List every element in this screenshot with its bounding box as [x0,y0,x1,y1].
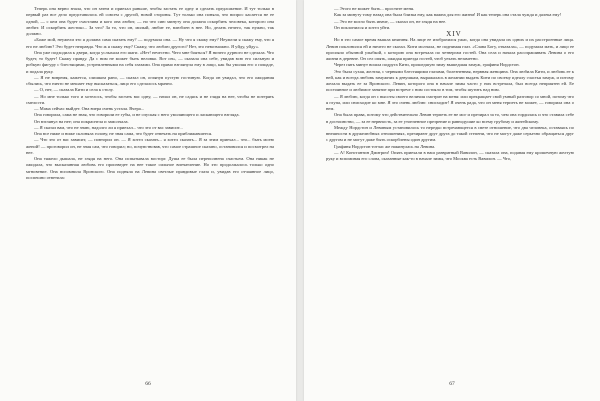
paragraph: — А! Константин Дмитрич! Опять приехали в наш развратный Вавилон, — сказала она, подавая ему крошечную желтую руку и вспоминая его слова, сказанные как-то в начале зимы, что Москва есть Вавилон. — Что, [326,149,574,161]
paragraph: Он поклонился и хотел уйти. [334,24,391,30]
paragraph: «Боже мой, неужели это я должна сама сказать ему? — подумала она. — Ну что я скажу ему? Неужели я скажу ему, что я его не люблю? Это будет неправда. Что ж я скажу ему? Скажу, что люблю другого? Нет, это невозможно. Я уйду, уйду». [26,37,274,49]
left-page-text [26,6,274,181]
paragraph: Она уже подходила к двери, когда услыхала его шаги. «Нет! нечестно. Чего мне бояться? Я ничего дурного не сделала. Что будет, то будет! Скажу правду. Да с ним не может быть неловко. Вот он», — сказала она себе, увидав всю его сильную и робкую фигуру с блестящими, устремленными на себя глазами. Она прямо взглянула ему в лицо, как бы умоляя его о пощаде, и подала руку. [26,49,274,74]
left-page [0,0,296,401]
page-number: 67 [449,381,455,387]
chapter-heading: XIV [446,30,462,38]
paragraph: Она говорила, сама не зная, что говорили ее губы, и не спуская с него умоляющего и ласкающего взгляда. [34,112,240,118]
paragraph: — Но мне только того и хотелось, чтобы застать вас одну, — начал он, не садясь и не глядя на нее, чтобы не потерять смелости. [26,93,274,105]
paragraph: Она все ниже и ниже склоняла голову, не зная сама, что будет отвечать на приближавшееся. [34,131,213,136]
right-page-text [326,6,574,162]
paragraph: — Этого не может быть... простите меня. [334,6,415,11]
paragraph: Через пять минут вошла подруга Кити, прошедшую зиму вышедшая замуж, графиня Нордстон. [334,62,520,68]
paragraph: Он взглянул на нее; она покраснела и замолчала. [34,118,129,124]
paragraph: — Я сказал вам, что не знаю, надолго ли я приехал... что это от вас зависит... [34,124,183,130]
paragraph: Графиня Нордстон тотчас же накинулась на Левина. [334,143,436,149]
paragraph: Как за минуту тому назад она была близка ему, как важна для его жизни! И как теперь она стала чужда и далека ему! [334,12,562,18]
paragraph: Она была права, потому что действительно Левин терпеть ее не мог и презирал за то, чем она гордилась и что ставила себе в достоинство, — за ее нервность, за ее утонченное презрение и равнодушие ко всему грубому и житейскому. [326,112,574,124]
paragraph: Она тяжело дышала, не глядя на него. Она испытывала восторг. Душа ее была переполнена счастьем. Она никак не ожидала, что высказанная любовь его произведет на нее такое сильное впечатление. Но это продолжалось только одно мгновение. Она вспомнила Вронского. Она подняла на Левина светлые правдивые глаза и, увидав его отчаянное лицо, поспешно ответила: [26,156,274,180]
paragraph: Между Нордстон и Левиным установилось то нередко встречающееся в свете отношение, что два человека, оставаясь по внешности в дружелюбных отношениях, презирают друг друга до такой степени, что не могут даже серьезно обращаться друг с другом и не могут даже быть оскорблены один другим. [326,124,574,143]
paragraph: — О, нет, — сказала Кити и села к столу. [34,87,114,93]
paragraph: Это была сухая, желтая, с черными блестящими глазами, болезненная, нервная женщина. Она любила Кити, и любовь ее к ней, как и всегда любовь замужних к девушкам, выражалась в желании выдать Кити по своему идеалу счастья замуж, и потому желала выдать ее за Вронского. Левин, которого она в начале зимы часто у них встречала, был всегда неприятен ей. Ее постоянное и любимое занятие при встрече с ним состояло в том, чтобы шутить над ним. [326,68,574,93]
paragraph: Теперь она верно знала, что он затем и приехал раньше, чтобы застать ее одну и сделать предложение. И тут только в первый раз все дело представилось ей совсем с другой, новой стороны. Тут только она поняла, что вопрос касается не ее одной, — с кем она будет счастлива и кого она любит, — но что сию минуту она должна оскорбить человека, которого она любит. И оскорбить жестоко... За что? За то, что он, милый, любит ее, влюблен в нее. Но, делать нечего, так нужно, так должно. [26,6,274,36]
paragraph: — Что это от вас зависит, — повторил он. — Я хотел сказать... я хотел сказать... Я за этим приехал... что... быть моею женой! — проговорил он, не зная сам, что говорил; но, почувствовав, что самое страшное сказано, остановился и посмотрел на нее. [26,137,274,155]
paragraph: — Я люблю, когда он с высоты своего величия смотрит на меня: или прекращает свой умный разговор со мной, потому что я глупа, или снисходит ко мне. Я это очень люблю: снисходит! Я очень рада, что он меня терпеть не может, — говорила она о нем. [326,93,574,111]
right-page [304,0,600,401]
paragraph: — Я не вовремя, кажется, слишком рано, — сказал он, оглянув пустую гостиную. Когда он увидал, что его ожидания сбылись, что ничто не мешает ему высказаться, лицо его сделалось мрачно. [26,74,274,86]
page-number: 66 [145,381,151,387]
paragraph: Но в это самое время вышла княгиня. На лице ее изобразился ужас, когда она увидала их одних и их расстроенные лица. Левин поклонился ей и ничего не сказал. Кити молчала, не поднимая глаз. «Слава Богу, отказала», — подумала мать, и лицо ее просияло обычной улыбкой, с которою она встречала по четвергам гостей. Она села и начала расспрашивать Левина о его жизни в деревне. Он сел опять, ожидая приезда гостей, чтоб уехать незаметно. [326,37,574,61]
paragraph: — Это не могло быть иначе, — сказал он, не глядя на нее. [334,18,447,24]
paragraph: — Мама сейчас выйдет. Она вчера очень устала. Вчера... [34,106,145,111]
